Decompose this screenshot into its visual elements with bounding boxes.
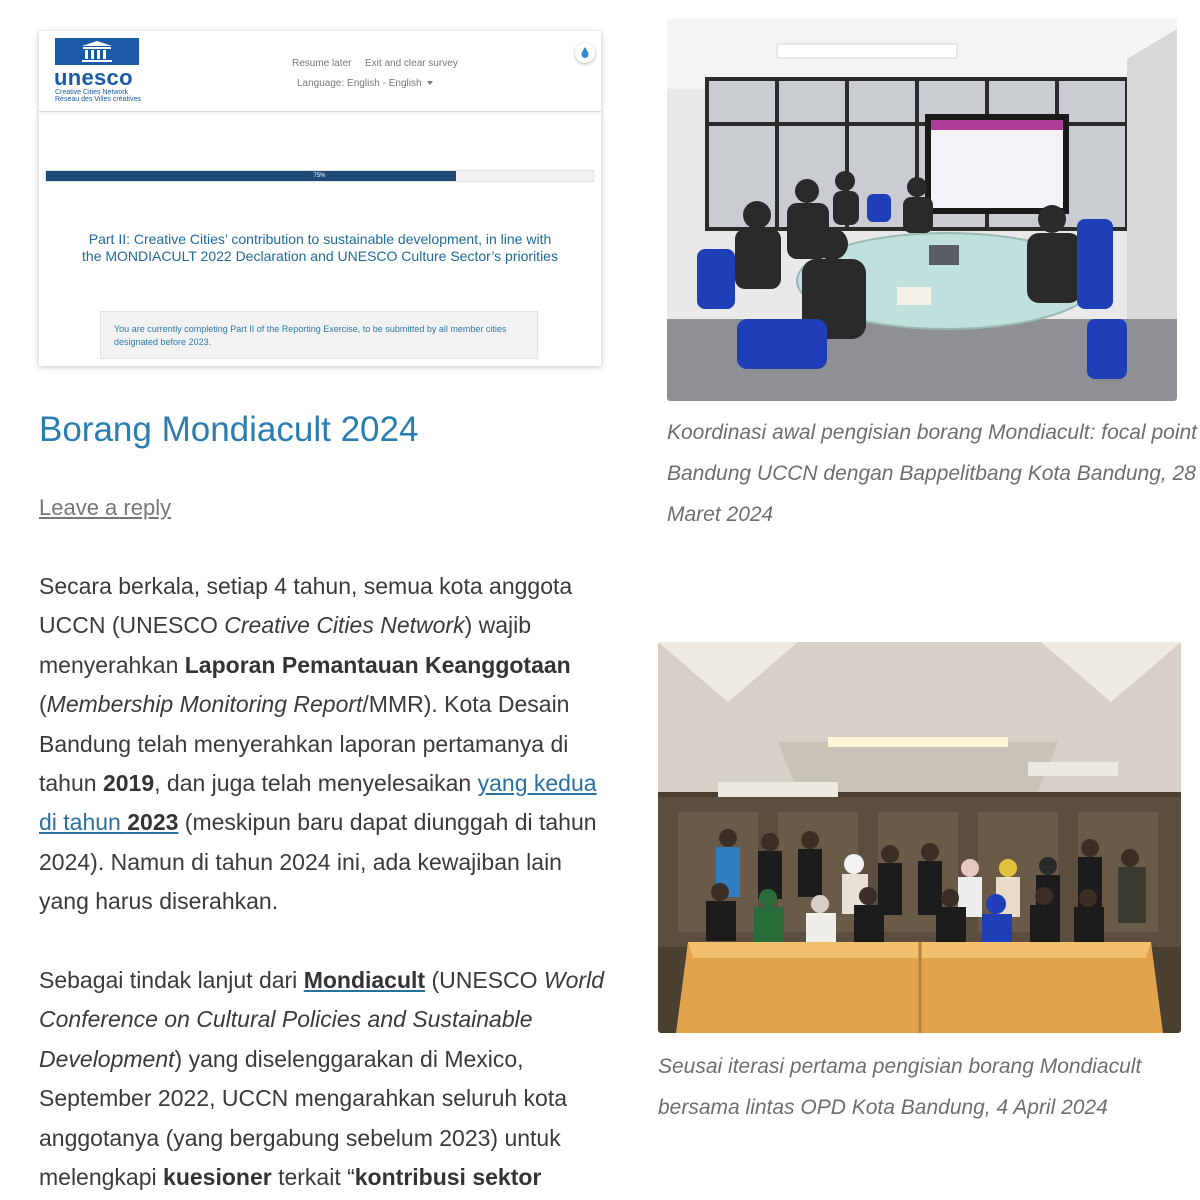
p1-bold-1: Laporan Pemantauan Keanggotaan [184, 651, 571, 678]
p2-text-4: terkait “ [271, 1164, 355, 1191]
article-paragraph-2 [39, 961, 609, 1197]
droplet-icon [575, 43, 595, 63]
unesco-logo-text: unesco [54, 65, 133, 90]
p2-text-1: Sebagai tindak lanjut dari [39, 967, 304, 993]
info-box: You are currently completing Part II of the Reporting Exercise, to be submitted by all member cities designated before 2023. [100, 311, 538, 359]
report-2023-link-year: 2023 [127, 809, 179, 836]
p2-italic-1: World Conference on Cultural Policies and Sustainable Development [39, 967, 604, 1072]
progress-text: 75% [313, 173, 326, 179]
leave-reply-link[interactable]: Leave a reply [39, 495, 172, 520]
p1-text-3: ( [39, 691, 47, 718]
unesco-logo-icon [55, 38, 139, 65]
progress-bar [45, 170, 594, 182]
photo-caption-1: Koordinasi awal pengisian borang Mondiacult: focal point Bandung UCCN dengan Bappelitbang Kota Bandung, 28 Maret 2024 [667, 421, 1198, 526]
p1-italic-1: Creative Cities Network [224, 612, 465, 639]
post-title[interactable]: Borang Mondiacult 2024 [39, 410, 419, 449]
p1-text-5: , dan juga telah menyelesaikan [154, 770, 478, 797]
language-select[interactable] [297, 78, 433, 89]
p2-text-2: (UNESCO [425, 967, 544, 993]
p1-text-1: Secara berkala, setiap 4 tahun, semua kota anggota UCCN (UNESCO [39, 573, 573, 639]
photo-caption-2: Seusai iterasi pertama pengisian borang Mondiacult bersama lintas OPD Kota Bandung, 4 April 2024 [658, 1055, 1142, 1119]
p1-bold-2: 2019 [102, 770, 155, 797]
logo-subtitle-fr: Réseau des Villes créatives [55, 96, 141, 103]
p1-text-4: /MMR). Kota Desain Bandung telah menyerahkan laporan pertamanya di tahun [39, 691, 570, 797]
survey-screenshot [39, 31, 601, 366]
p2-bold-2: kontribusi sektor [354, 1164, 542, 1191]
report-2023-link-text: yang kedua di tahun [39, 770, 597, 836]
survey-header [39, 31, 601, 112]
p1-italic-2: Membership Monitoring Report [46, 691, 363, 718]
exit-survey-link[interactable]: Exit and clear survey [365, 58, 458, 69]
article-paragraph-1 [39, 567, 609, 922]
mondiacult-link-text: Mondiacult [303, 967, 426, 993]
resume-later-link[interactable]: Resume later [292, 58, 352, 69]
group-photo [658, 642, 1181, 1033]
language-label: Language: English - English [297, 78, 422, 89]
p2-bold-1: kuesioner [163, 1164, 272, 1191]
part-title: Part II: Creative Cities’ contribution to sustainable development, in line with the MONDIACULT 2022 Declaration and UNESCO Culture Sector’s priorities [82, 231, 558, 264]
meeting-photo [667, 19, 1177, 401]
mondiacult-link[interactable] [304, 967, 425, 993]
logo-subtitle-en: Creative Cities Network [55, 89, 129, 96]
p1-text-6: (meskipun baru dapat diunggah di tahun 2024). Namun di tahun 2024 ini, ada kewajiban lain yang harus diserahkan. [39, 809, 597, 915]
p2-text-3: ) yang diselenggarakan di Mexico, September 2022, UCCN mengarahkan seluruh kota anggotanya (yang bergabung sebelum 2023) untuk melengkapi [39, 1045, 568, 1191]
p1-text-2: ) wajib menyerahkan [39, 612, 532, 678]
theme-toggle-button[interactable] [575, 43, 595, 63]
chevron-down-icon [427, 81, 433, 85]
